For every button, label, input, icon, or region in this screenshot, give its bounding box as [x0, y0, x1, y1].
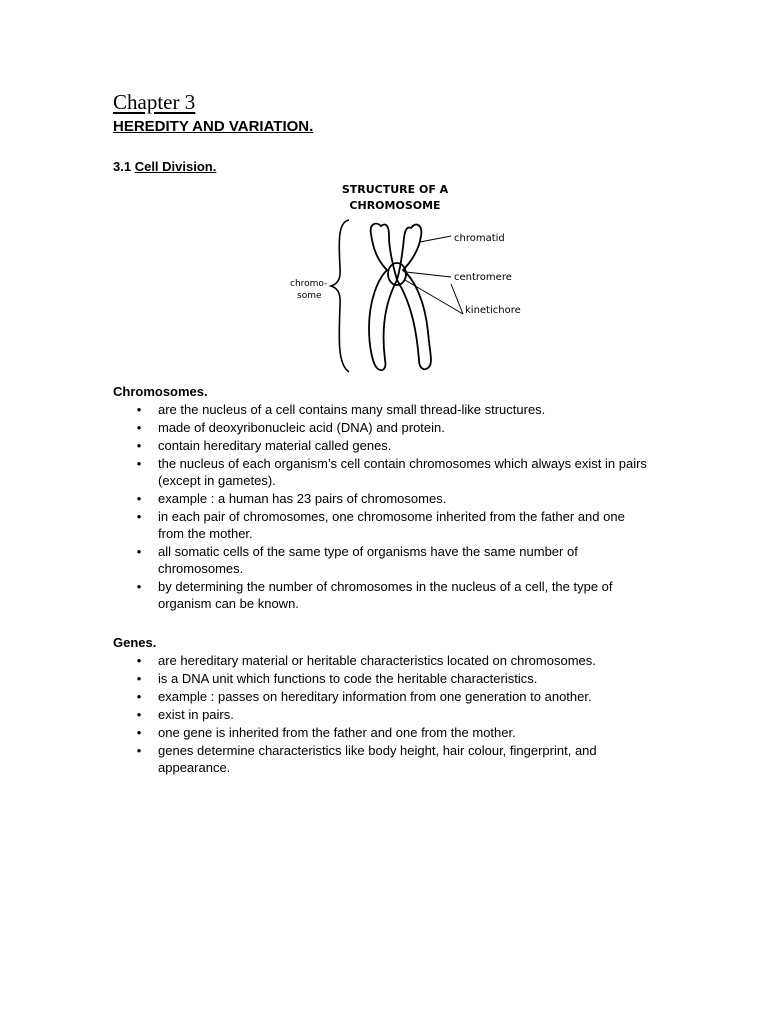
list-item-text: are hereditary material or heritable characteristics located on chromosomes. — [158, 653, 596, 668]
centromere-pointer — [406, 272, 451, 277]
section-number: 3.1 — [113, 159, 132, 174]
list-item-text: one gene is inherited from the father and one from the mother. — [158, 725, 516, 740]
chromatid-pointer — [420, 236, 451, 242]
list-item — [113, 437, 653, 454]
genes-heading: Genes. — [113, 635, 157, 650]
list-item — [113, 578, 653, 612]
left-chromatid-shape — [369, 224, 397, 371]
chromosome-drawing — [285, 176, 545, 381]
bullet-dot: • — [136, 725, 142, 740]
list-item-text: by determining the number of chromosomes in the nucleus of a cell, the type of organism can be known. — [158, 579, 613, 611]
diagram-title-line2: CHROMOSOME — [349, 199, 441, 212]
bullet-dot: • — [136, 509, 142, 524]
list-item-text: contain hereditary material called genes. — [158, 438, 392, 453]
bullet-dot: • — [136, 402, 142, 417]
bullet-dot: • — [136, 671, 142, 686]
bullet-dot: • — [136, 743, 142, 758]
list-item-text: is a DNA unit which functions to code the heritable characteristics. — [158, 671, 538, 686]
genes-list — [113, 652, 653, 777]
list-item — [113, 543, 653, 577]
chromosome-diagram — [285, 176, 545, 381]
bullet-dot: • — [136, 544, 142, 559]
diagram-title-line1: STRUCTURE OF A — [341, 183, 449, 196]
bullet-dot: • — [136, 689, 142, 704]
chapter-title: HEREDITY AND VARIATION. — [113, 118, 314, 135]
list-item-text: all somatic cells of the same type of organisms have the same number of chromosomes. — [158, 544, 578, 576]
list-item — [113, 419, 653, 436]
bullet-dot: • — [136, 653, 142, 668]
list-item — [113, 508, 653, 542]
bullet-dot: • — [136, 579, 142, 594]
label-chromosome-line2: some — [297, 291, 322, 301]
bullet-dot: • — [136, 491, 142, 506]
label-chromatid: chromatid — [454, 233, 505, 244]
bullet-dot: • — [136, 420, 142, 435]
list-item — [113, 670, 653, 687]
list-item — [113, 490, 653, 507]
list-item-text: example : passes on hereditary information from one generation to another. — [158, 689, 592, 704]
bullet-dot: • — [136, 456, 142, 471]
chapter-heading: Chapter 3 — [113, 90, 196, 114]
label-chromosome-line1: chromo- — [290, 279, 328, 289]
bullet-dot: • — [136, 707, 142, 722]
chromosomes-heading: Chromosomes. — [113, 384, 208, 399]
list-item — [113, 688, 653, 705]
bullet-dot: • — [136, 438, 142, 453]
section-heading — [113, 158, 216, 176]
list-item-text: made of deoxyribonucleic acid (DNA) and protein. — [158, 420, 445, 435]
kinetichore-pointer — [405, 280, 463, 314]
list-item — [113, 706, 653, 723]
list-item-text: example : a human has 23 pairs of chromosomes. — [158, 491, 447, 506]
list-item — [113, 724, 653, 741]
list-item-text: the nucleus of each organism’s cell contain chromosomes which always exist in pairs (except in gametes). — [158, 456, 647, 488]
list-item-text: in each pair of chromosomes, one chromosome inherited from the father and one from the mother. — [158, 509, 625, 541]
right-chromatid-shape — [397, 225, 431, 370]
label-centromere: centromere — [454, 272, 512, 283]
label-kinetichore: kinetichore — [465, 305, 521, 316]
chromosomes-list — [113, 401, 653, 613]
list-item-text: are the nucleus of a cell contains many small thread-like structures. — [158, 402, 546, 417]
list-item — [113, 401, 653, 418]
section-name: Cell Division. — [134, 159, 217, 174]
list-item — [113, 455, 653, 489]
list-item — [113, 742, 653, 776]
list-item — [113, 652, 653, 669]
kinetichore-pointer-tick — [451, 284, 463, 314]
list-item-text: genes determine characteristics like body height, hair colour, fingerprint, and appearance. — [158, 743, 597, 775]
list-item-text: exist in pairs. — [158, 707, 234, 722]
brace-shape — [331, 220, 349, 372]
